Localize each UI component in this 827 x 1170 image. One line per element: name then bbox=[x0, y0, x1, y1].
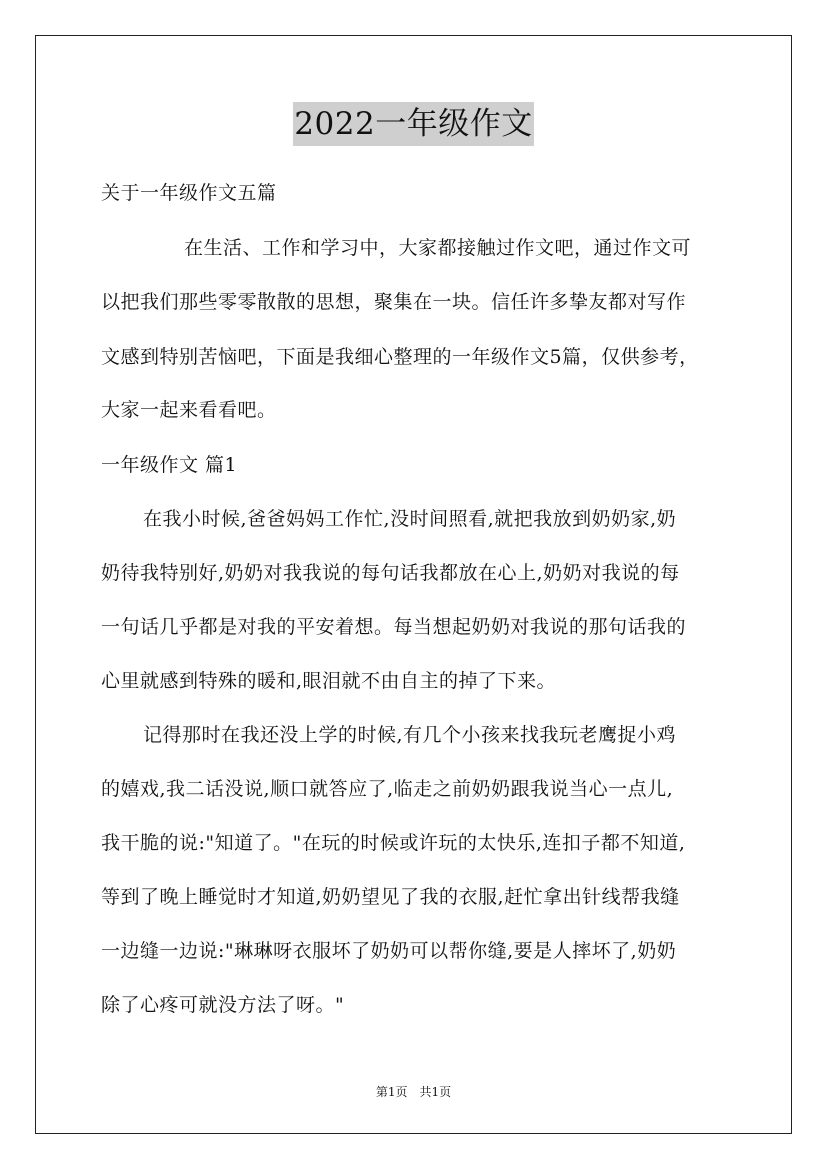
intro-line: 在生活、工作和学习中，大家都接触过作文吧，通过作文可 bbox=[184, 237, 692, 259]
document-title-wrap bbox=[0, 102, 827, 146]
intro-line: 文感到特别苦恼吧，下面是我细心整理的一年级作文5篇，仅供参考， bbox=[101, 346, 699, 368]
paragraph-line: 记得那时在我还没上学的时候,有几个小孩来找我玩老鹰捉小鸡 bbox=[143, 724, 677, 746]
paragraph-line: 奶待我特别好,奶奶对我我说的每句话我都放在心上,奶奶对我说的每 bbox=[101, 562, 680, 584]
page-footer: 第1页 共1页 bbox=[375, 1085, 452, 1099]
paragraph-line: 一句话几乎都是对我的平安着想。每当想起奶奶对我说的那句话我的 bbox=[101, 616, 687, 638]
section-heading: 一年级作文 篇1 bbox=[101, 454, 238, 476]
intro-line: 以把我们那些零零散散的思想，聚集在一块。信任许多挚友都对写作 bbox=[101, 291, 687, 313]
intro-line: 大家一起来看看吧。 bbox=[101, 399, 277, 421]
paragraph-line: 等到了晚上睡觉时才知道,奶奶望见了我的衣服,赶忙拿出针线帮我缝 bbox=[101, 886, 680, 908]
paragraph-line: 除了心疼可就没方法了呀。" bbox=[101, 994, 345, 1016]
subtitle: 关于一年级作文五篇 bbox=[101, 182, 277, 204]
paragraph-line: 心里就感到特殊的暖和,眼泪就不由自主的掉了下来。 bbox=[101, 670, 557, 692]
document-title: 2022一年级作文 bbox=[293, 102, 533, 146]
paragraph-line: 我干脆的说:"知道了。"在玩的时候或许玩的太快乐,连扣子都不知道, bbox=[101, 832, 686, 854]
paragraph-line: 一边缝一边说:"琳琳呀衣服坏了奶奶可以帮你缝,要是人摔坏了,奶奶 bbox=[101, 940, 677, 962]
paragraph-line: 在我小时候,爸爸妈妈工作忙,没时间照看,就把我放到奶奶家,奶 bbox=[143, 508, 677, 530]
paragraph-line: 的嬉戏,我二话没说,顺口就答应了,临走之前奶奶跟我说当心一点儿, bbox=[101, 778, 674, 800]
